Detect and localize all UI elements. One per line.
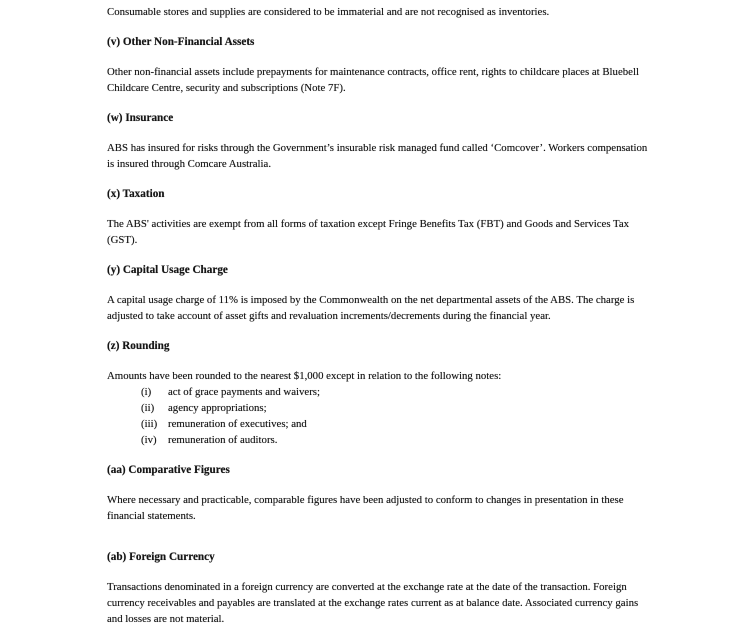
list-item-text: agency appropriations; (168, 402, 267, 414)
list-item-text: remuneration of auditors. (168, 434, 278, 446)
section-paragraph: Other non-financial assets include prepayments for maintenance contracts, office rent, rights to childcare places at Bluebell Childcare Centre, security and subscriptions (Note 7F). (107, 66, 639, 94)
section-paragraph: Amounts have been rounded to the nearest $1,000 except in relation to the following notes: (107, 370, 502, 382)
list-item (141, 416, 652, 432)
section-heading: (x) Taxation (107, 188, 165, 200)
section-heading: (v) Other Non-Financial Assets (107, 36, 255, 48)
section-heading: (y) Capital Usage Charge (107, 264, 228, 276)
document-section (107, 538, 652, 627)
list-item-marker: (ii) (141, 402, 155, 414)
section-paragraph: A capital usage charge of 11% is imposed by the Commonwealth on the net departmental assets of the ABS. The charge is adjusted to take account of asset gifts and revaluation increments/decrements during the financial year. (107, 294, 635, 322)
document-section (107, 34, 652, 96)
rounding-exceptions-list (107, 384, 652, 448)
list-item-text: act of grace payments and waivers; (168, 386, 320, 398)
list-item (141, 384, 652, 400)
document-sections (107, 34, 652, 627)
section-heading: (aa) Comparative Figures (107, 464, 230, 476)
section-paragraph: ABS has insured for risks through the Government’s insurable risk managed fund called ‘Comcover’. Workers compensation is insured through Comcare Australia. (107, 142, 648, 170)
document-section (107, 110, 652, 172)
section-heading: (ab) Foreign Currency (107, 551, 215, 563)
document-section (107, 186, 652, 248)
list-item (141, 432, 652, 448)
document-section (107, 262, 652, 324)
list-item-marker: (iv) (141, 434, 157, 446)
section-paragraph: Transactions denominated in a foreign currency are converted at the exchange rate at the date of the transaction. Foreign currency receivables and payables are translated at the exchange rates current as at balance date. Associated currency gains and losses are not material. (107, 581, 639, 625)
document-section (107, 462, 652, 524)
list-item-text: remuneration of executives; and (168, 418, 307, 430)
document-section (107, 338, 652, 448)
intro-paragraph: Consumable stores and supplies are considered to be immaterial and are not recognised as inventories. (107, 6, 550, 18)
section-paragraph: The ABS' activities are exempt from all forms of taxation except Fringe Benefits Tax (FBT) and Goods and Services Tax (GST). (107, 218, 630, 246)
section-paragraph: Where necessary and practicable, comparable figures have been adjusted to conform to changes in presentation in these financial statements. (107, 494, 624, 522)
document-body (107, 4, 652, 627)
section-heading: (z) Rounding (107, 340, 170, 352)
list-item-marker: (i) (141, 386, 152, 398)
list-item (141, 400, 652, 416)
section-heading: (w) Insurance (107, 112, 174, 124)
list-item-marker: (iii) (141, 418, 158, 430)
